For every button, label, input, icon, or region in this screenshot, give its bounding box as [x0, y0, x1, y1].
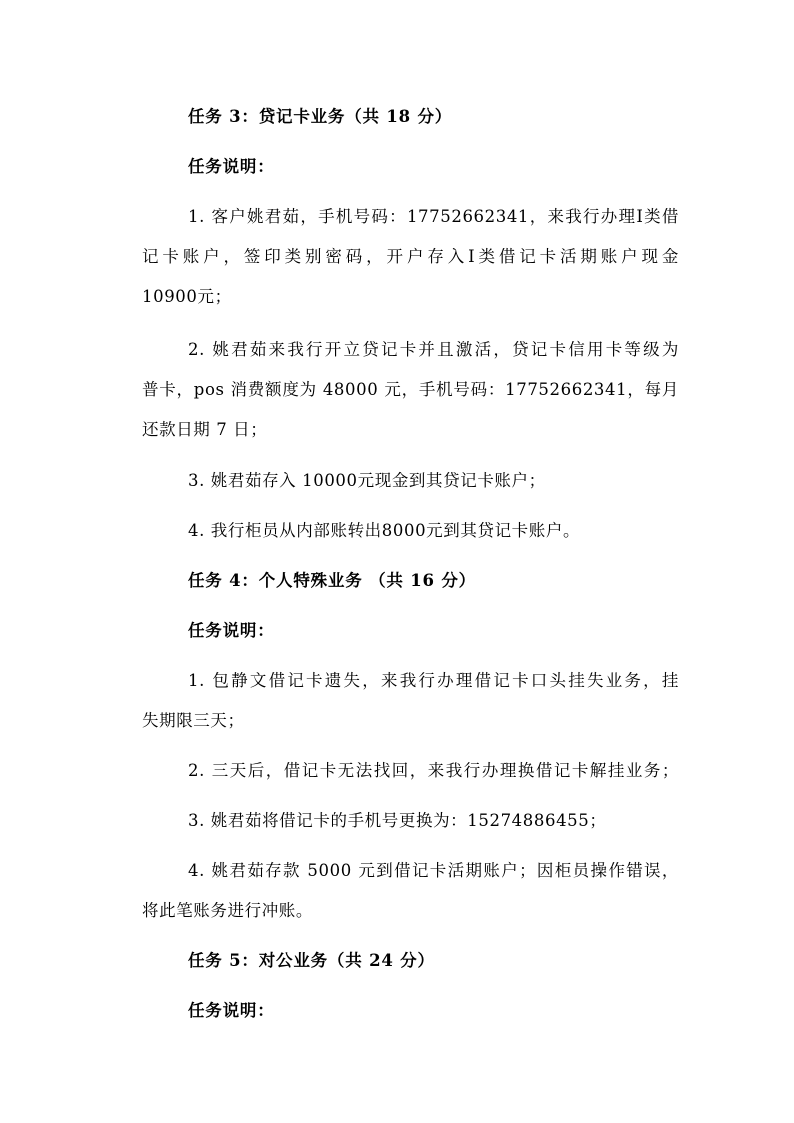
task5-heading: 任务 5：对公业务（共 24 分）: [188, 951, 435, 970]
task4-item1-line1: 1. 包静文借记卡遗失，来我行办理借记卡口头挂失业务，挂: [188, 671, 679, 690]
task3-heading: 任务 3：贷记卡业务（共 18 分）: [188, 107, 453, 126]
task3-description-label: 任务说明：: [188, 157, 275, 176]
task3-item2-line1: 2. 姚君茹来我行开立贷记卡并且激活，贷记卡信用卡等级为: [188, 340, 679, 359]
task3-item1-line2: 记卡账户，签印类别密码，开户存入Ⅰ类借记卡活期账户现金: [142, 247, 679, 266]
task3-item3: 3. 姚君茹存入 10000元现金到其贷记卡账户；: [188, 471, 546, 490]
task5-description-label: 任务说明：: [188, 1001, 275, 1020]
task4-item3: 3. 姚君茹将借记卡的手机号更换为：15274886455；: [188, 811, 607, 830]
task4-description-label: 任务说明：: [188, 621, 275, 640]
task4-item4-line1: 4. 姚君茹存款 5000 元到借记卡活期账户；因柜员操作错误，: [188, 861, 679, 880]
task4-item4-line2: 将此笔账务进行冲账。: [142, 901, 313, 920]
task4-item1-line2: 失期限三天；: [142, 711, 245, 730]
task3-item2-line2: 普卡，pos 消费额度为 48000 元，手机号码：17752662341，每月: [142, 380, 679, 399]
task3-item1-line1: 1. 客户姚君茹，手机号码：17752662341，来我行办理Ⅰ类借: [188, 207, 679, 226]
task4-heading: 任务 4：个人特殊业务 （共 16 分）: [188, 571, 476, 590]
task3-item1-line3: 10900元；: [142, 287, 232, 306]
task4-item2: 2. 三天后，借记卡无法找回，来我行办理换借记卡解挂业务；: [188, 761, 679, 780]
task3-item4: 4. 我行柜员从内部账转出8000元到其贷记卡账户。: [188, 521, 581, 540]
task3-item2-line3: 还款日期 7 日；: [142, 420, 268, 439]
